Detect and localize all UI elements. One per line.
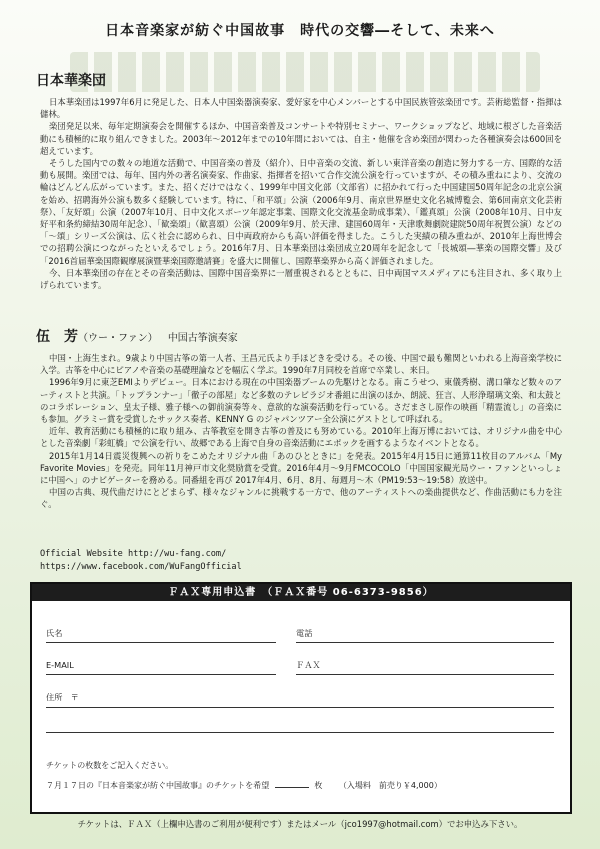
fax-field[interactable]: [296, 674, 554, 675]
ticket-request-text: ７月１７日の『日本音楽家が紡ぐ中国故事』のチケットを希望: [46, 781, 270, 790]
artist-paragraph: 中国の古典、現代曲だけにとどまらず、様々なジャンルに挑戦する一方で、他のアーティストへの楽曲提供など、作曲活動にも力を注ぐ。: [40, 487, 562, 510]
org-paragraph: そうした国内での数々の地道な活動で、中国音楽の普及（紹介）、日中音楽の交流、新しい東洋音楽の創造に努力する一方、国際的な活動も展開。楽団では、毎年、国内外の著名演奏家、作曲家、指揮者を招いて合作交流公演を行っていますが、その積み重ねにより、交流の輪はどんどん広がっています。また、招くだけではなく、1999年中国文化部（文部省）に招かれて行った中国建国50周年記念の北京公演を始め、招聘海外公演も数多く経験しています。特に、「和平頌」公演（2006年9月、南京世界歴史文化名城博覧会、第6回南京文化芸術祭）、「友好頌」公演（2007年10月、日中文化スポーツ年認定事業、国際文化交流基金助成事業）、「鑑真頌」公演（2008年10月、日中友好平和条約締結30周年記念）、「歓楽頌」（歓喜頌）公演（2009年9月、於天津、建国60周年・天津歌舞劇院建院50周年祝賀公演）などの「～頌」シリーズ公演は、広く社会に認められ、日中両政府からも高い評価を得ました。こうした実績の積み重ねが、2010年上海世博会での招聘公演につながったといえるでしょう。2016年7月、日本華楽団は楽団成立20周年を記念して「長城頌―華楽の国際交響」及び「2016首届華楽国際観摩展演暨華楽国際邀請賽」を盛大に開催し、国際華楽界から高く評価されました。: [40, 158, 562, 266]
fax-label: ＦＡＸ: [296, 660, 321, 670]
org-title: 日本華楽団: [36, 73, 106, 89]
org-paragraph: 楽団発足以来、毎年定期演奏会を開催するほか、中国音楽普及コンサートや特別セミナー、ワークショップなど、地域に根ざした音楽活動にも積極的に取り組んできました。2003年～2012年までの10年間においては、自主・他催を含め楽団が関わった各種演奏会は600回を超えています。: [40, 121, 562, 156]
ticket-price: （入場料 前売り￥4,000）: [338, 781, 442, 790]
name-label: 氏名: [46, 628, 63, 638]
artist-biography: [40, 352, 562, 511]
ticket-quantity-field[interactable]: [275, 787, 309, 788]
ticket-unit: 枚: [314, 781, 323, 790]
artist-paragraph: 近年、教育活動にも積極的に取り組み、古筝教室を開き古筝の普及にも努めている。2010年上海万博においては、オリジナル曲を中心とした音楽劇「彩虹橋」で公演を行い、故郷である上海で自身の音楽活動にエポックを画するようなイベントとなる。: [40, 426, 562, 449]
address-field[interactable]: [46, 707, 554, 708]
org-paragraph: 今、日本華楽団の存在とその音楽活動は、国際中国音楽界に一層重視されるとともに、日中両国マスメディアにも注目され、多く取り上げられています。: [40, 267, 562, 291]
address-field-line2[interactable]: [46, 732, 554, 733]
facebook-link[interactable]: https://www.facebook.com/WuFangOfficial: [40, 562, 242, 572]
email-label: E-MAIL: [46, 660, 74, 670]
phone-label: 電話: [296, 628, 313, 638]
artist-reading: （ウー・ファン）: [78, 333, 158, 344]
artist-heading: [36, 326, 238, 346]
ticket-count-note: チケットの枚数をご記入ください。: [46, 761, 174, 770]
artist-links: [40, 548, 242, 574]
fax-form-header: ＦＡＸ専用申込書 （ＦＡＸ番号 06-6373-9856）: [32, 584, 570, 601]
artist-paragraph: 1996年9月に東芝EMIよりデビュー。日本における現在の中国楽器ブームの先駆けとなる。南こうせつ、東儀秀樹、溝口肇など数々のアーティストと共演。「トップランナー」「徹子の部屋」など多数のテレビラジオ番組に出演のほか、朗読、狂言、人形浄瑠璃文楽、和太鼓とのコラボレーション、皇太子様、雅子様への御前演奏等々、意欲的な演奏活動を行っている。さだまさし原作の映画「精霊流し」の音楽にも参加。グラミー賞を受賞したサックス奏者、KENNY G のジャパンツアー全公演にゲストとして呼ばれる。: [40, 377, 562, 425]
org-paragraph: 日本華楽団は1997年6月に発足した、日本人中国楽器演奏家、愛好家を中心メンバーとする中国民族管弦楽団です。芸術総監督・指揮は儲林。: [40, 97, 562, 120]
email-field[interactable]: [46, 674, 276, 675]
background-watermark: [70, 52, 540, 92]
name-field[interactable]: [46, 642, 276, 643]
artist-name: 伍 芳: [36, 329, 78, 345]
page-headline: 日本音楽家が紡ぐ中国故事 時代の交響―そして、未来へ: [105, 23, 495, 39]
phone-field[interactable]: [296, 642, 554, 643]
footer-instructions: チケットは、ＦＡＸ（上欄申込書のご利用が便利です）またはメール（jco1997@hotmail.com）でお申込み下さい。: [77, 819, 523, 829]
address-label: 住所 〒: [46, 692, 79, 702]
official-website-link[interactable]: Official Website http://wu-fang.com/: [40, 549, 227, 559]
org-description: [40, 96, 562, 291]
artist-paragraph: 中国・上海生まれ。9歳より中国古筝の第一人者、王昌元氏より手ほどきを受ける。その後、中国で最も難関といわれる上海音楽学校に入学。古筝を中心にピアノや音楽の基礎理論などを幅広く学ぶ。1990年7月同校を首席で卒業し、来日。: [40, 353, 562, 376]
fax-application-form: [30, 582, 572, 814]
artist-paragraph: 2015年1月14日震災復興への祈りをこめたオリジナル曲「あのひとときに」を発表。2015年4月15日に通算11枚目のアルバム「My Favorite Movies」を発売。同年11月神戸市文化奨励賞を受賞。2016年4月～9月FMCOCOLO「中国国家観光局ウー・ファンといっしょに中国へ」のナビゲーターを務める。同番組を再び 2017年4月、6月、8月、毎週月～木（PM19:53～19:58）放送中。: [40, 450, 562, 486]
artist-role: 中国古筝演奏家: [167, 333, 238, 344]
ticket-request-row: [46, 780, 442, 791]
